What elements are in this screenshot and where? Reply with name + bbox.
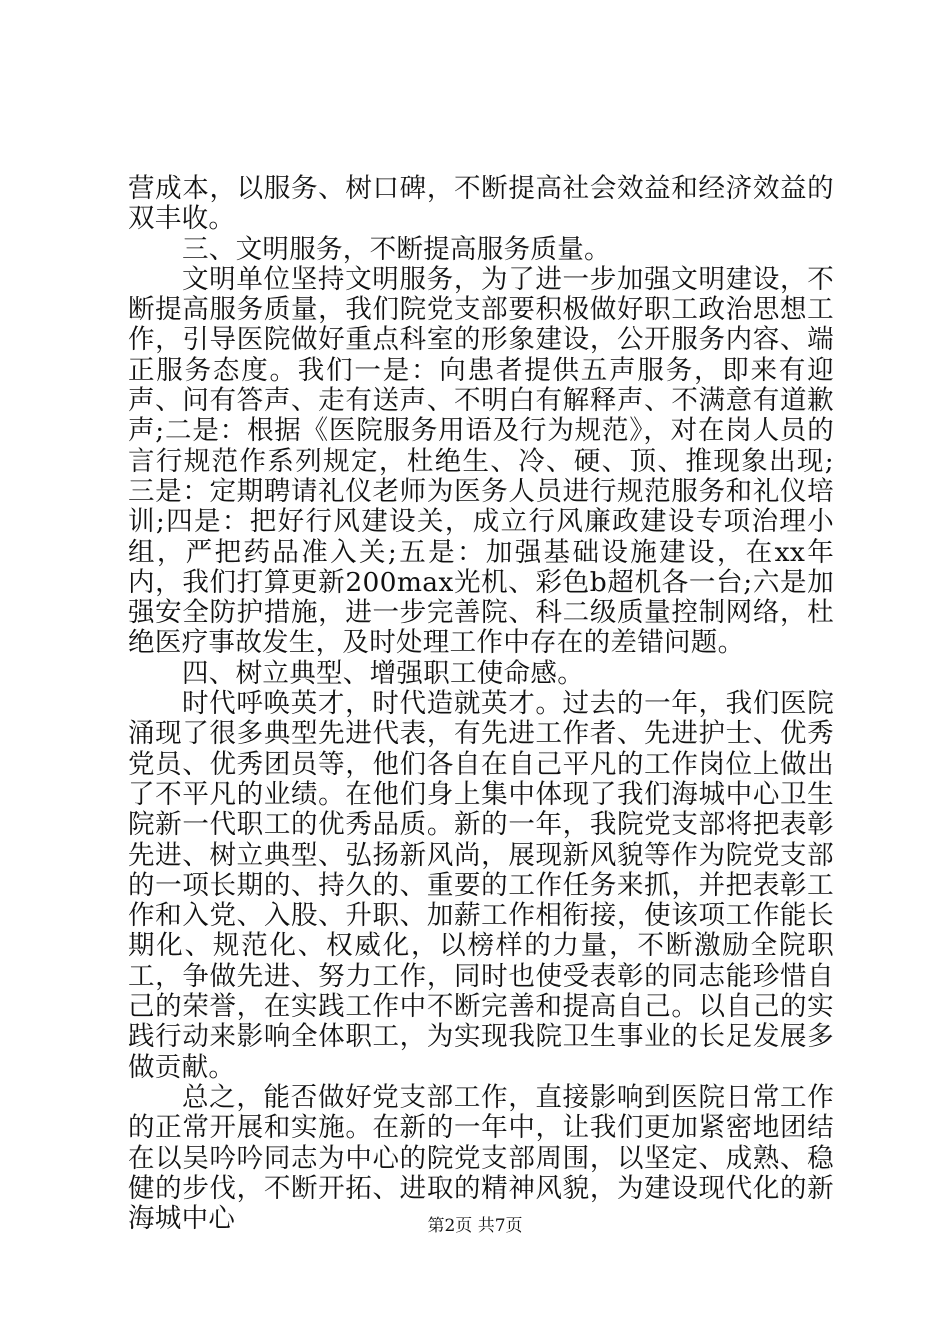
page-number-footer: 第2页 共7页 xyxy=(427,1216,523,1236)
document-body xyxy=(128,174,834,1234)
paragraph-civilized-service: 文明单位坚持文明服务，为了进一步加强文明建设，不断提高服务质量，我们院党支部要积极做好职工政治思想工作，引导医院做好重点科室的形象建设，公开服务内容、端正服务态度。我们一是：向患者提供五声服务，即来有迎声、问有答声、走有送声、不明白有解释声、不满意有道歉声;二是：根据《医院服务用语及行为规范》，对在岗人员的言行规范作系列规定，杜绝生、冷、硬、顶、推现象出现;三是：定期聘请礼仪老师为医务人员进行规范服务和礼仪培训;四是：把好行风建设关，成立行风廉政建设专项治理小组，严把药品准入关;五是：加强基础设施建设，在xx年内，我们打算更新200max光机、彩色b超机各一台;六是加强安全防护措施，进一步完善院、科二级质量控制网络，杜绝医疗事故发生，及时处理工作中存在的差错问题。 xyxy=(128,263,834,659)
section-heading-4: 四、树立典型、增强职工使命感。 xyxy=(182,657,584,689)
paragraph-role-models: 时代呼唤英才，时代造就英才。过去的一年，我们医院涌现了很多典型先进代表，有先进工作者、先进护士、优秀党员、优秀团员等，他们各自在自己平凡的工作岗位上做出了不平凡的业绩。在他们身上集中体现了我们海城中心卫生院新一代职工的优秀品质。新的一年，我院党支部将把表彰先进、树立典型、弘扬新风尚，展现新风貌等作为院党支部的一项长期的、持久的、重要的工作任务来抓，并把表彰工作和入党、入股、升职、加薪工作相衔接，使该项工作能长期化、规范化、权威化，以榜样的力量，不断激励全院职工，争做先进、努力工作，同时也使受表彰的同志能珍惜自己的荣誉，在实践工作中不断完善和提高自己。以自己的实践行动来影响全体职工，为实现我院卫生事业的长足发展多做贡献。 xyxy=(128,688,834,1083)
paragraph-conclusion: 总之，能否做好党支部工作，直接影响到医院日常工作的正常开展和实施。在新的一年中，让我们更加紧密地团结在以吴吟吟同志为中心的院党支部周围，以坚定、成熟、稳健的步伐，不断开拓、进取的精神风貌，为建设现代化的新海城中心 xyxy=(128,1081,834,1235)
section-heading-3: 三、文明服务，不断提高服务质量。 xyxy=(182,233,611,265)
paragraph-continuation: 营成本，以服务、树口碑，不断提高社会效益和经济效益的双丰收。 xyxy=(128,173,834,235)
